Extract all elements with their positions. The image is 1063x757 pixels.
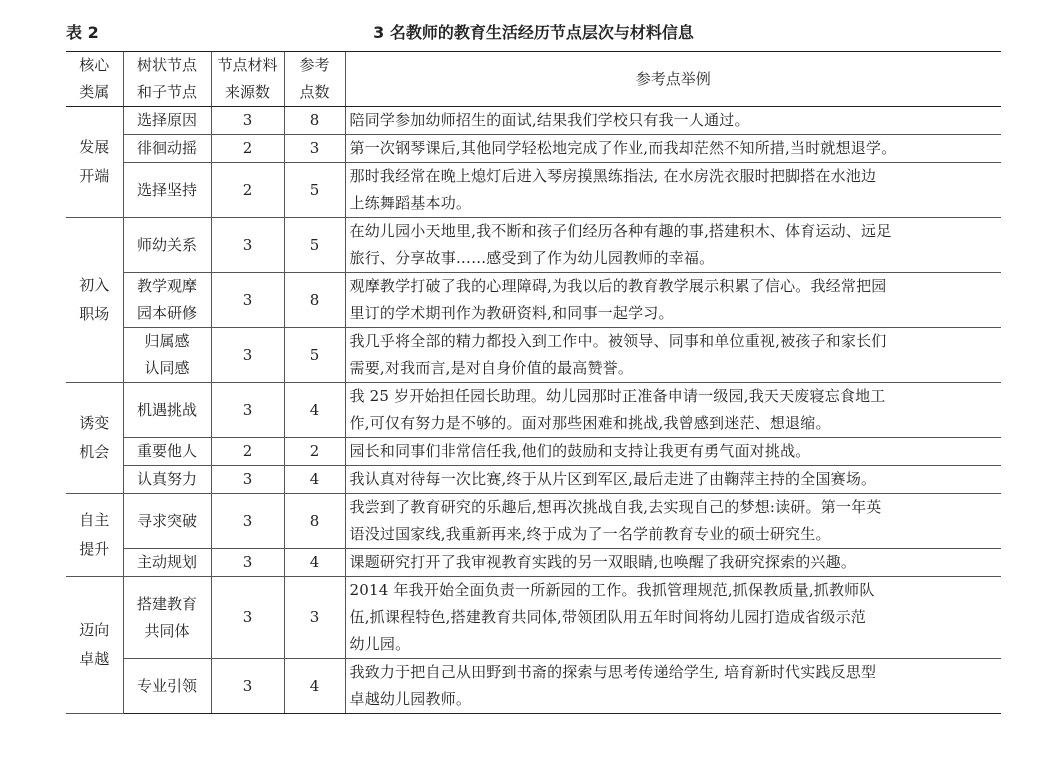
core-category-line: 提升 <box>79 540 110 558</box>
header-source-count: 节点材料 来源数 <box>211 52 284 107</box>
example-line: 上练舞蹈基本功。 <box>349 194 472 212</box>
reference-count-cell: 3 <box>284 135 345 163</box>
example-line: 陪同学参加幼师招生的面试,结果我们学校只有我一人通过。 <box>349 111 750 129</box>
header-core-category: 核心 类属 <box>66 52 123 107</box>
core-category-line: 职场 <box>79 305 110 323</box>
core-category-line: 发展 <box>79 138 110 156</box>
tree-node-line: 园本研修 <box>136 304 197 322</box>
source-count-cell: 3 <box>211 383 284 438</box>
source-count-cell: 3 <box>211 273 284 328</box>
example-line: 旅行、分享故事……感受到了作为幼儿园教师的幸福。 <box>349 249 715 267</box>
header-row <box>66 52 1001 107</box>
example-line: 我尝到了教育研究的乐趣后,想再次挑战自我,去实现自己的梦想:读研。第一年英 <box>349 498 882 516</box>
core-category-line: 开端 <box>79 167 110 185</box>
core-category-cell <box>66 218 123 383</box>
source-count-cell: 3 <box>211 577 284 659</box>
example-cell <box>345 328 1001 383</box>
table-row <box>66 466 1001 494</box>
example-line: 幼儿园。 <box>349 635 411 653</box>
header-reference-count: 参考 点数 <box>284 52 345 107</box>
tree-node-line: 师幼关系 <box>136 235 197 254</box>
tree-node-line: 徘徊动摇 <box>136 139 197 157</box>
reference-count-cell: 4 <box>284 466 345 494</box>
table-row <box>66 135 1001 163</box>
reference-count-cell: 5 <box>284 328 345 383</box>
tree-node-cell <box>123 438 211 466</box>
source-count-cell: 3 <box>211 218 284 273</box>
source-count-cell: 3 <box>211 107 284 135</box>
reference-count-cell: 4 <box>284 659 345 714</box>
core-category-line: 机会 <box>79 443 110 461</box>
example-line: 园长和同事们非常信任我,他们的鼓励和支持让我更有勇气面对挑战。 <box>349 442 811 460</box>
example-cell <box>345 273 1001 328</box>
tree-node-cell <box>123 577 211 659</box>
tree-node-line: 选择坚持 <box>136 180 197 199</box>
source-count-cell: 2 <box>211 135 284 163</box>
table-row <box>66 577 1001 659</box>
tree-node-cell <box>123 659 211 714</box>
example-line: 课题研究打开了我审视教育实践的另一双眼睛,也唤醒了我研究探索的兴趣。 <box>349 553 857 571</box>
tree-node-cell <box>123 135 211 163</box>
example-line: 我致力于把自己从田野到书斋的探索与思考传递给学生, 培育新时代实践反思型 <box>349 663 877 681</box>
table-row <box>66 163 1001 218</box>
reference-count-cell: 5 <box>284 163 345 218</box>
reference-count-cell: 4 <box>284 383 345 438</box>
source-count-cell: 3 <box>211 494 284 549</box>
reference-count-cell: 4 <box>284 549 345 577</box>
example-line: 在幼儿园小天地里,我不断和孩子们经历各种有趣的事,搭建积木、体育运动、远足 <box>349 222 892 240</box>
tree-node-line: 机遇挑战 <box>136 400 197 419</box>
example-line: 需要,对我而言,是对自身价值的最高赞誉。 <box>349 359 634 377</box>
source-count-cell: 3 <box>211 549 284 577</box>
tree-node-cell <box>123 494 211 549</box>
source-count-cell: 3 <box>211 466 284 494</box>
example-cell <box>345 135 1001 163</box>
source-count-cell: 3 <box>211 328 284 383</box>
example-line: 2014 年我开始全面负责一所新园的工作。我抓管理规范,抓保教质量,抓教师队 <box>349 581 875 599</box>
example-line: 我认真对待每一次比赛,终于从片区到军区,最后走进了由鞠萍主持的全国赛场。 <box>349 470 877 488</box>
tree-node-cell <box>123 383 211 438</box>
tree-node-line: 归属感 <box>144 332 190 350</box>
example-line: 第一次钢琴课后,其他同学轻松地完成了作业,而我却茫然不知所措,当时就想退学。 <box>349 139 897 157</box>
example-cell <box>345 494 1001 549</box>
reference-count-cell: 8 <box>284 494 345 549</box>
table-row <box>66 218 1001 273</box>
table-row <box>66 383 1001 438</box>
core-category-line: 初入 <box>79 276 110 294</box>
reference-count-cell: 8 <box>284 273 345 328</box>
table-label: 表 2 <box>66 23 99 42</box>
tree-node-cell <box>123 466 211 494</box>
reference-count-cell: 3 <box>284 577 345 659</box>
example-line: 作,可仅有努力是不够的。面对那些困难和挑战,我曾感到迷茫、想退缩。 <box>349 414 831 432</box>
table-row <box>66 438 1001 466</box>
table-caption <box>66 20 1001 44</box>
example-line: 那时我经常在晚上熄灯后进入琴房摸黑练指法, 在水房洗衣服时把脚搭在水池边 <box>349 167 877 185</box>
tree-node-cell <box>123 549 211 577</box>
core-category-cell <box>66 383 123 494</box>
reference-count-cell: 2 <box>284 438 345 466</box>
header-tree-node: 树状节点 和子节点 <box>123 52 211 107</box>
reference-count-cell: 8 <box>284 107 345 135</box>
reference-count-cell: 5 <box>284 218 345 273</box>
example-cell <box>345 107 1001 135</box>
tree-node-line: 共同体 <box>144 621 190 640</box>
table-row <box>66 328 1001 383</box>
example-line: 卓越幼儿园教师。 <box>349 690 472 708</box>
table-row <box>66 549 1001 577</box>
table-row <box>66 494 1001 549</box>
tree-node-line: 搭建教育 <box>136 594 197 613</box>
example-cell <box>345 549 1001 577</box>
tree-node-line: 教学观摩 <box>136 277 197 295</box>
tree-node-line: 认真努力 <box>136 470 197 488</box>
table-row <box>66 273 1001 328</box>
source-count-cell: 2 <box>211 163 284 218</box>
example-cell <box>345 383 1001 438</box>
core-category-line: 卓越 <box>79 650 110 668</box>
tree-node-cell <box>123 163 211 218</box>
data-table <box>66 51 1001 714</box>
example-cell <box>345 218 1001 273</box>
tree-node-cell <box>123 107 211 135</box>
example-cell <box>345 577 1001 659</box>
example-line: 我几乎将全部的精力都投入到工作中。被领导、同事和单位重视,被孩子和家长们 <box>349 332 887 350</box>
core-category-line: 迈向 <box>79 621 110 639</box>
example-cell <box>345 659 1001 714</box>
table-row <box>66 107 1001 135</box>
core-category-cell <box>66 107 123 218</box>
example-line: 伍,抓课程特色,搭建教育共同体,带领团队用五年时间将幼儿园打造成省级示范 <box>349 608 867 626</box>
tree-node-line: 寻求突破 <box>136 511 197 530</box>
core-category-cell <box>66 577 123 714</box>
tree-node-cell <box>123 218 211 273</box>
example-line: 我 25 岁开始担任园长助理。幼儿园那时正准备申请一级园,我天天废寝忘食地工 <box>349 387 886 405</box>
header-example: 参考点举例 <box>345 52 1001 107</box>
tree-node-cell <box>123 273 211 328</box>
example-line: 语没过国家线,我重新再来,终于成为了一名学前教育专业的硕士研究生。 <box>349 525 831 543</box>
source-count-cell: 2 <box>211 438 284 466</box>
example-line: 里订的学术期刊作为教研资料,和同事一起学习。 <box>349 304 674 322</box>
table-title: 3 名教师的教育生活经历节点层次与材料信息 <box>373 23 694 42</box>
example-line: 观摩教学打破了我的心理障碍,为我以后的教育教学展示积累了信心。我经常把园 <box>349 277 887 295</box>
tree-node-line: 认同感 <box>144 359 190 377</box>
core-category-line: 自主 <box>79 511 110 529</box>
example-cell <box>345 163 1001 218</box>
tree-node-line: 选择原因 <box>136 111 197 129</box>
tree-node-line: 重要他人 <box>136 442 197 460</box>
source-count-cell: 3 <box>211 659 284 714</box>
tree-node-line: 主动规划 <box>136 553 197 571</box>
table-row <box>66 659 1001 714</box>
example-cell <box>345 466 1001 494</box>
core-category-line: 诱变 <box>79 414 110 432</box>
core-category-cell <box>66 494 123 577</box>
tree-node-line: 专业引领 <box>136 676 197 695</box>
table-body <box>66 107 1001 714</box>
example-cell <box>345 438 1001 466</box>
tree-node-cell <box>123 328 211 383</box>
